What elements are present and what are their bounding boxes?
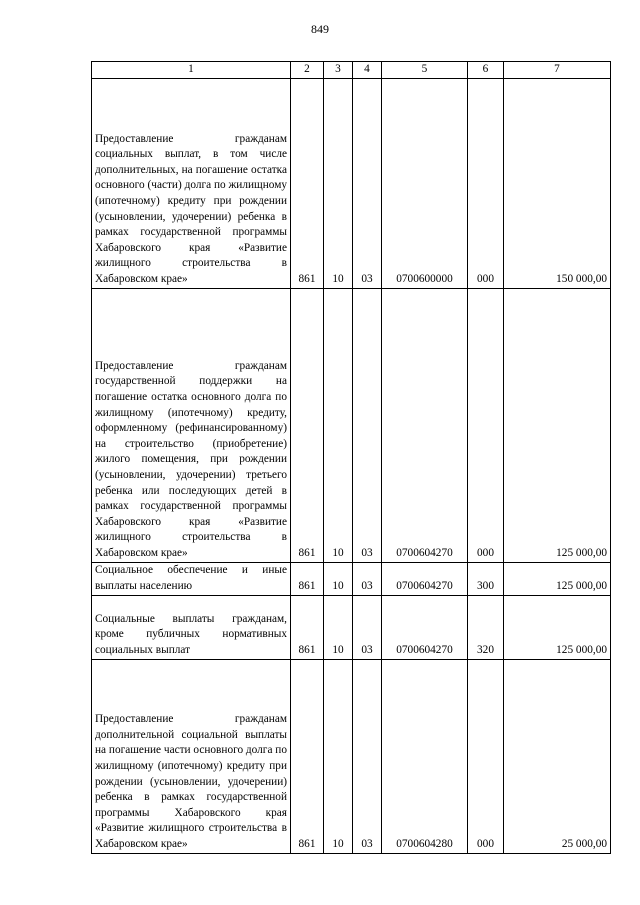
row-name-text: Социальные выплаты гражданам, кроме публичных нормативных социальных выплат: [95, 612, 287, 656]
column-header: 2: [291, 62, 324, 79]
table-row: [92, 562, 611, 595]
row-target-article: 0700604280: [382, 659, 468, 853]
row-subsection: 03: [353, 78, 382, 288]
column-header: 4: [353, 62, 382, 79]
row-name-text: Социальное обеспечение и иные выплаты населению: [95, 564, 287, 592]
row-name: [92, 595, 291, 659]
row-target-article: 0700604270: [382, 595, 468, 659]
row-name-text: Предоставление гражданам дополнительной социальной выплаты на погашение части основного долга по жилищному (ипотечному) кредиту при рождении (усыновлении, удочерении) ребенка в рамках государственной программы Хабаровского края «Развитие жилищного строительства в Хабаровском крае»: [95, 713, 287, 850]
row-section: 10: [324, 78, 353, 288]
row-grbs: 861: [291, 595, 324, 659]
row-grbs: 861: [291, 659, 324, 853]
row-section: 10: [324, 562, 353, 595]
row-subsection: 03: [353, 595, 382, 659]
row-target-article: 0700600000: [382, 78, 468, 288]
row-name-text: Предоставление гражданам социальных выплат, в том числе дополнительных, на погашение остатка основного (части) долга по жилищному (ипотечному) кредиту при рождении (усыновлении, удочерении) ребенка в рамках государственной программы Хабаровского края «Развитие жилищного строительства в Хабаровском крае»: [95, 132, 287, 285]
row-name: [92, 562, 291, 595]
row-subsection: 03: [353, 288, 382, 562]
budget-table: [91, 61, 611, 854]
row-sum: 125 000,00: [504, 595, 611, 659]
row-grbs: 861: [291, 562, 324, 595]
row-grbs: 861: [291, 288, 324, 562]
row-expense-type: 300: [468, 562, 504, 595]
row-name: [92, 288, 291, 562]
row-sum: 25 000,00: [504, 659, 611, 853]
row-name: [92, 78, 291, 288]
row-expense-type: 320: [468, 595, 504, 659]
row-sum: 125 000,00: [504, 562, 611, 595]
row-expense-type: 000: [468, 288, 504, 562]
row-subsection: 03: [353, 659, 382, 853]
row-subsection: 03: [353, 562, 382, 595]
row-section: 10: [324, 288, 353, 562]
table-row: [92, 288, 611, 562]
row-target-article: 0700604270: [382, 288, 468, 562]
row-sum: 150 000,00: [504, 78, 611, 288]
row-sum: 125 000,00: [504, 288, 611, 562]
page-number: 849: [311, 22, 329, 36]
row-expense-type: 000: [468, 78, 504, 288]
column-header: 6: [468, 62, 504, 79]
row-name: [92, 659, 291, 853]
table-row: [92, 78, 611, 288]
column-header: 5: [382, 62, 468, 79]
column-header: 3: [324, 62, 353, 79]
row-grbs: 861: [291, 78, 324, 288]
column-header: 7: [504, 62, 611, 79]
table-row: [92, 659, 611, 853]
column-header: 1: [92, 62, 291, 79]
table-row: [92, 595, 611, 659]
row-target-article: 0700604270: [382, 562, 468, 595]
row-expense-type: 000: [468, 659, 504, 853]
row-name-text: Предоставление гражданам государственной поддержки на погашение остатка основного долга по жилищному (ипотечному) кредиту, оформленному (рефинансированному) на строительство (приобретение) жилого помещения, при рождении (усыновлении, удочерении) третьего ребенка или последующих детей в рамках государственной программы Хабаровского края «Развитие жилищного строительства в Хабаровском крае»: [95, 359, 287, 559]
table-header-row: [92, 62, 611, 79]
row-section: 10: [324, 595, 353, 659]
row-section: 10: [324, 659, 353, 853]
